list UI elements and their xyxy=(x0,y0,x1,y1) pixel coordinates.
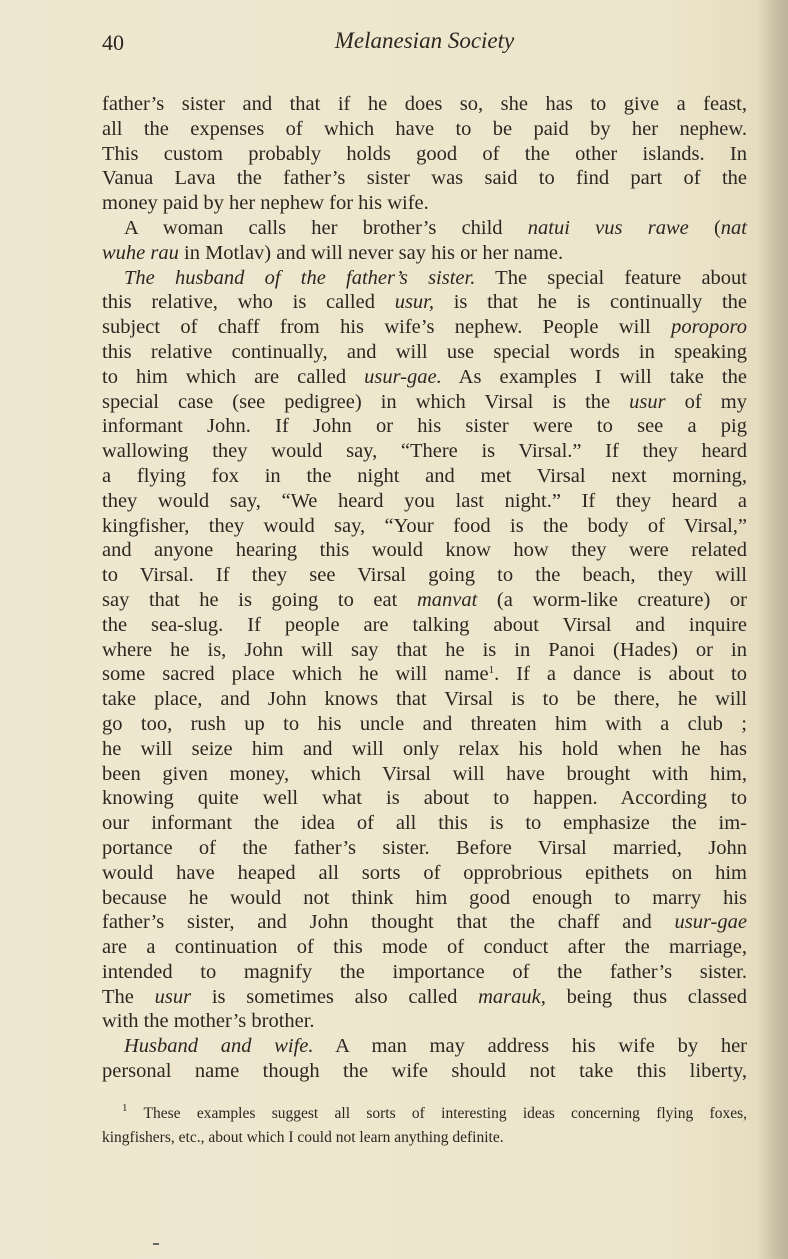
text-run: because he would not think him good enough to marry his xyxy=(102,886,747,909)
italic-term: usur xyxy=(629,390,666,413)
body-line xyxy=(102,935,747,960)
text-run: he will seize him and will only relax his hold when he has xyxy=(102,737,747,760)
body-line xyxy=(102,811,747,836)
body-line xyxy=(102,985,747,1010)
body-line xyxy=(102,786,747,811)
italic-term: Husband and wife. xyxy=(124,1035,314,1058)
body-paragraph xyxy=(102,266,747,1035)
text-run: a flying fox in the night and met Virsal next morning, xyxy=(102,464,747,487)
running-title: Melanesian Society xyxy=(334,28,515,53)
text-run: special case (see pedigree) in which Virsal is the xyxy=(102,390,630,413)
text-run: knowing quite well what is about to happen. According to xyxy=(102,787,747,810)
text-run: to him which are called xyxy=(102,365,365,388)
body-line xyxy=(102,489,747,514)
page-number: 40 xyxy=(102,30,124,55)
body-line xyxy=(102,166,747,191)
text-run: (a worm-like creature) or xyxy=(477,588,748,611)
text-run: A woman calls her brother’s child xyxy=(124,216,528,239)
text-run: The special feature about xyxy=(475,266,747,289)
text-run: our informant the idea of all this is to emphasize the im- xyxy=(102,812,747,835)
italic-term: poroporo xyxy=(671,316,747,339)
italic-term: usur, xyxy=(394,291,434,314)
text-run: money paid by her nephew for his wife. xyxy=(102,192,429,215)
text-run: ( xyxy=(688,216,721,239)
footnote-marker: 1 xyxy=(488,664,495,677)
body-line xyxy=(102,1009,747,1034)
text-run: to Virsal. If they see Virsal going to the beach, they will xyxy=(102,564,747,587)
text-run: where he is, John will say that he is in Panoi (Hades) or in xyxy=(102,638,747,661)
text-run: all the expenses of which have to be paid by her nephew. xyxy=(102,117,747,140)
body-line xyxy=(102,439,747,464)
body-line xyxy=(102,687,747,712)
text-run: some sacred place which he will name xyxy=(102,663,489,686)
body-line xyxy=(102,762,747,787)
body-line xyxy=(102,315,747,340)
footnote-line xyxy=(102,1102,747,1126)
text-run: in Motlav) and will never say his or her name. xyxy=(178,241,564,264)
text-run: take place, and John knows that Virsal is to be there, he will xyxy=(102,688,747,711)
body-text xyxy=(102,92,747,1084)
italic-term: usur-gae. xyxy=(364,365,442,388)
scan-mark xyxy=(153,1243,159,1245)
italic-term: The husband of the father’s sister. xyxy=(124,266,476,289)
text-run: subject of chaff from his wife’s nephew. People will xyxy=(102,316,672,339)
body-paragraph xyxy=(102,216,747,266)
text-run: father’s sister, and John thought that the chaff and xyxy=(102,911,675,934)
body-line xyxy=(102,514,747,539)
body-line xyxy=(102,638,747,663)
italic-term: usur xyxy=(154,985,192,1008)
text-run: kingfishers, etc., about which I could not learn anything definite. xyxy=(102,1129,504,1146)
text-run: portance of the father’s sister. Before Virsal married, John xyxy=(102,836,747,859)
text-run: This custom probably holds good of the other islands. In xyxy=(102,142,747,165)
italic-term: wuhe rau xyxy=(102,241,179,264)
body-line xyxy=(102,290,747,315)
body-line xyxy=(102,266,747,291)
footnotes xyxy=(102,1102,747,1150)
text-run: personal name though the wife should not take this liberty, xyxy=(102,1060,747,1083)
body-line xyxy=(102,117,747,142)
text-run: father’s sister and that if he does so, she has to give a feast, xyxy=(102,93,747,115)
body-line xyxy=(102,92,747,117)
italic-term: manvat xyxy=(416,588,478,611)
text-run: this relative continually, and will use special words in speaking xyxy=(102,340,747,363)
text-run: been given money, which Virsal will have brought with him, xyxy=(102,762,747,785)
body-line xyxy=(102,960,747,985)
body-line xyxy=(102,142,747,167)
text-run: wallowing they would say, “There is Virsal.” If they heard xyxy=(102,440,747,463)
body-line xyxy=(102,737,747,762)
text-run: As examples I will take the xyxy=(441,365,747,388)
body-line xyxy=(102,241,747,266)
text-run: say that he is going to eat xyxy=(102,588,417,611)
body-line xyxy=(102,390,747,415)
text-run: A man may address his wife by her xyxy=(313,1035,747,1058)
body-line xyxy=(102,191,747,216)
body-paragraph xyxy=(102,92,747,216)
body-line xyxy=(102,365,747,390)
body-line xyxy=(102,712,747,737)
body-line xyxy=(102,414,747,439)
body-line xyxy=(102,1034,747,1059)
body-line xyxy=(102,910,747,935)
text-run: Vanua Lava the father’s sister was said to find part of the xyxy=(102,167,747,190)
text-run: kingfisher, they would say, “Your food is the body of Virsal,” xyxy=(102,514,747,537)
text-run: . If a dance is about to xyxy=(494,663,747,686)
text-run: being thus classed xyxy=(545,985,747,1008)
text-run: are a continuation of this mode of conduct after the marriage, xyxy=(102,936,747,959)
italic-term: usur-gae xyxy=(674,911,747,934)
text-run: informant John. If John or his sister were to see a pig xyxy=(102,415,747,438)
footnote-paragraph xyxy=(102,1102,747,1150)
body-paragraph xyxy=(102,1034,747,1084)
body-line xyxy=(102,662,747,687)
italic-term: marauk, xyxy=(478,985,546,1008)
text-run: intended to magnify the importance of the father’s sister. xyxy=(102,960,747,983)
body-line xyxy=(102,464,747,489)
text-run: would have heaped all sorts of opprobrious epithets on him xyxy=(102,861,747,884)
body-line xyxy=(102,836,747,861)
text-run: the sea-slug. If people are talking about Virsal and inquire xyxy=(102,613,747,636)
body-line xyxy=(102,563,747,588)
italic-term: natui vus rawe xyxy=(527,216,689,239)
body-line xyxy=(102,216,747,241)
italic-term: nat xyxy=(720,216,747,239)
text-run: go too, rush up to his uncle and threaten him with a club ; xyxy=(102,712,747,735)
text-run: The xyxy=(102,985,155,1008)
text-run: is sometimes also called xyxy=(191,985,479,1008)
body-line xyxy=(102,588,747,613)
text-run: is that he is continually the xyxy=(434,291,747,314)
page-header xyxy=(102,30,747,60)
footnote-line xyxy=(102,1126,747,1150)
footnote-marker: 1 xyxy=(122,1102,128,1114)
text-run: These examples suggest all sorts of interesting ideas concerning flying foxes, xyxy=(127,1105,747,1122)
body-line xyxy=(102,861,747,886)
body-line xyxy=(102,538,747,563)
body-line xyxy=(102,340,747,365)
body-line xyxy=(102,886,747,911)
text-run: this relative, who is called xyxy=(102,291,395,314)
text-run: with the mother’s brother. xyxy=(102,1010,315,1033)
body-line xyxy=(102,613,747,638)
text-run: and anyone hearing this would know how they were related xyxy=(102,539,747,562)
text-run: of my xyxy=(665,390,747,413)
text-run: they would say, “We heard you last night.” If they heard a xyxy=(102,489,747,512)
body-line xyxy=(102,1059,747,1084)
